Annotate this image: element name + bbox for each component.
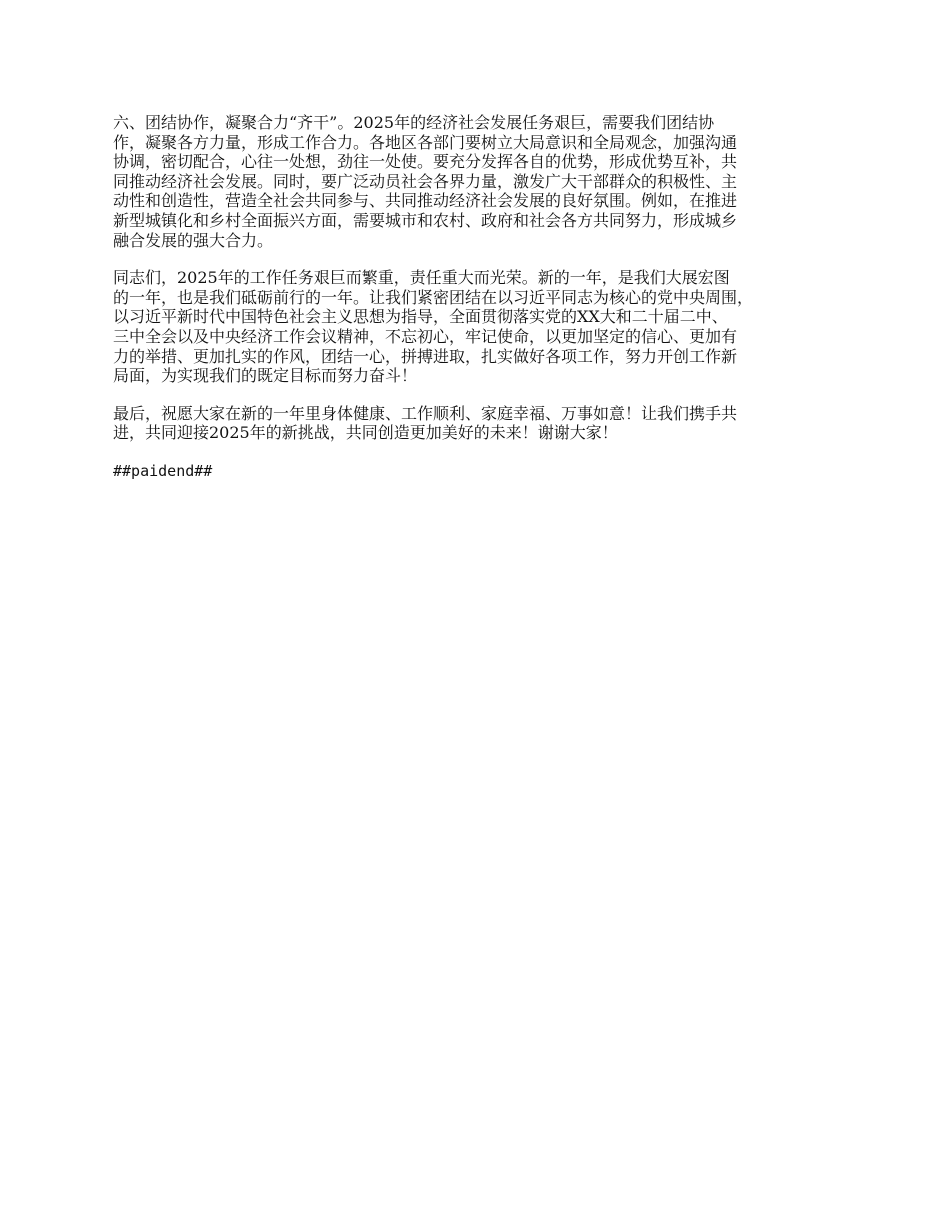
document-page: [113, 113, 847, 481]
paragraph-comrades: 同志们，2025年的工作任务艰巨而繁重，责任重大而光荣。新的一年，是我们大展宏图 的一年，也是我们砥砺前行的一年。让我们紧密团结在以习近平同志为核心的党中央周围， 以习近平新时代中国特色社会主义思想为指导，全面贯彻落实党的XX大和二十届二中、 三中全会以及中央经济工作会议精神，不忘初心，牢记使命，以更加坚定的信心、更加有 力的举措、更加扎实的作风，团结一心，拼搏进取，扎实做好各项工作，努力开创工作新 局面，为实现我们的既定目标而努力奋斗！: [113, 268, 754, 386]
paragraph-unity: 六、团结协作，凝聚合力“齐干”。2025年的经济社会发展任务艰巨，需要我们团结协 作，凝聚各方力量，形成工作合力。各地区各部门要树立大局意识和全局观念，加强沟通 协调，密切配合，心往一处想，劲往一处使。要充分发挥各自的优势，形成优势互补，共 同推动经济社会发展。同时，要广泛动员社会各界力量，激发广大干部群众的积极性、主 动性和创造性，营造全社会共同参与、共同推动经济社会发展的良好氛围。例如，在推进 新型城镇化和乡村全面振兴方面，需要城市和农村、政府和社会各方共同努力，形成城乡 融合发展的强大合力。: [113, 113, 738, 250]
paragraph-closing: 最后，祝愿大家在新的一年里身体健康、工作顺利、家庭幸福、万事如意！让我们携手共 进，共同迎接2025年的新挑战，共同创造更加美好的未来！谢谢大家！: [113, 403, 738, 443]
end-marker: ##paidend##: [113, 461, 213, 480]
